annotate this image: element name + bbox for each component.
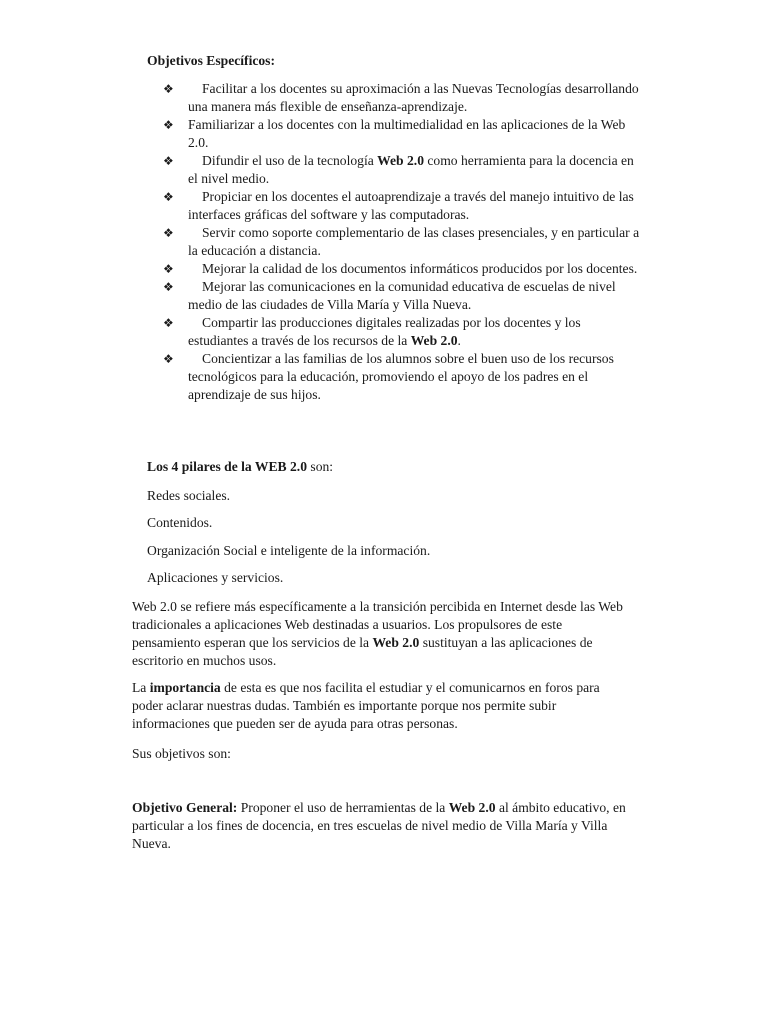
list-item (163, 260, 643, 278)
list-item-text: Compartir las producciones digitales realizadas por los docentes y los estudiantes a través de los recursos de la Web 2.0. (188, 315, 581, 348)
pillar-item: Contenidos. (147, 515, 213, 530)
diamond-bullet-icon: ❖ (163, 118, 174, 132)
pillars-heading: Los 4 pilares de la WEB 2.0 son: (147, 459, 334, 474)
general-objective-label: Objetivo General: (132, 800, 238, 815)
web20-bold: Web 2.0 (377, 153, 424, 168)
list-item (163, 314, 643, 350)
list-item-text: Difundir el uso de la tecnología Web 2.0 como herramienta para la docencia en el nivel medio. (188, 153, 634, 186)
specific-objectives-heading: Objetivos Específicos: (147, 53, 275, 68)
diamond-bullet-icon: ❖ (163, 154, 174, 168)
list-item-text: Facilitar a los docentes su aproximación a las Nuevas Tecnologías desarrollando una manera más flexible de enseñanza-aprendizaje. (188, 81, 639, 114)
pillar-item: Organización Social e inteligente de la información. (147, 543, 431, 558)
list-item-text: Propiciar en los docentes el autoaprendizaje a través del manejo intuitivo de las interfaces gráficas del software y las computadoras. (188, 189, 634, 222)
diamond-bullet-icon: ❖ (163, 280, 174, 294)
list-item (163, 80, 643, 116)
diamond-bullet-icon: ❖ (163, 352, 174, 366)
list-item (163, 116, 643, 152)
diamond-bullet-icon: ❖ (163, 262, 174, 276)
diamond-bullet-icon: ❖ (163, 316, 174, 330)
list-item-text: Servir como soporte complementario de las clases presenciales, y en particular a la educación a distancia. (188, 225, 640, 258)
web20-bold: Web 2.0 (410, 333, 458, 348)
diamond-bullet-icon: ❖ (163, 82, 174, 96)
general-objective-paragraph: Objetivo General: Proponer el uso de herramientas de la Web 2.0 al ámbito educativo, en particular a los fines de docencia, en tres escuelas de nivel medio de Villa María y Villa Nueva. (132, 800, 626, 851)
list-item-text: Mejorar las comunicaciones en la comunidad educativa de escuelas de nivel medio de las ciudades de Villa María y Villa Nueva. (188, 279, 616, 312)
objectives-intro: Sus objetivos son: (132, 746, 231, 761)
specific-objectives-list (163, 80, 643, 404)
list-item (163, 188, 643, 224)
list-item (163, 152, 643, 188)
pillar-item: Redes sociales. (147, 488, 231, 503)
list-item (163, 278, 643, 314)
diamond-bullet-icon: ❖ (163, 226, 174, 240)
importance-paragraph: La importancia de esta es que nos facilita el estudiar y el comunicarnos en foros para poder aclarar nuestras dudas. También es importante porque nos permite subir informaciones que pueden ser de ayuda para otras personas. (132, 680, 600, 731)
list-item (163, 350, 643, 404)
list-item (163, 224, 643, 260)
pillar-item: Aplicaciones y servicios. (147, 570, 284, 585)
list-item-text: Familiarizar a los docentes con la multimedialidad en las aplicaciones de la Web 2.0. (188, 117, 626, 150)
list-item-text: Mejorar la calidad de los documentos informáticos producidos por los docentes. (202, 261, 638, 276)
list-item-text: Concientizar a las familias de los alumnos sobre el buen uso de los recursos tecnológicos para la educación, promoviendo el apoyo de los padres en el aprendizaje de sus hijos. (188, 351, 614, 402)
web20-paragraph: Web 2.0 se refiere más específicamente a la transición percibida en Internet desde las Web tradicionales a aplicaciones Web destinadas a usuarios. Los propulsores de este pensamiento esperan que los servicios de la Web 2.0 sustituyan a las aplicaciones de escritorio en muchos usos. (132, 599, 623, 668)
diamond-bullet-icon: ❖ (163, 190, 174, 204)
